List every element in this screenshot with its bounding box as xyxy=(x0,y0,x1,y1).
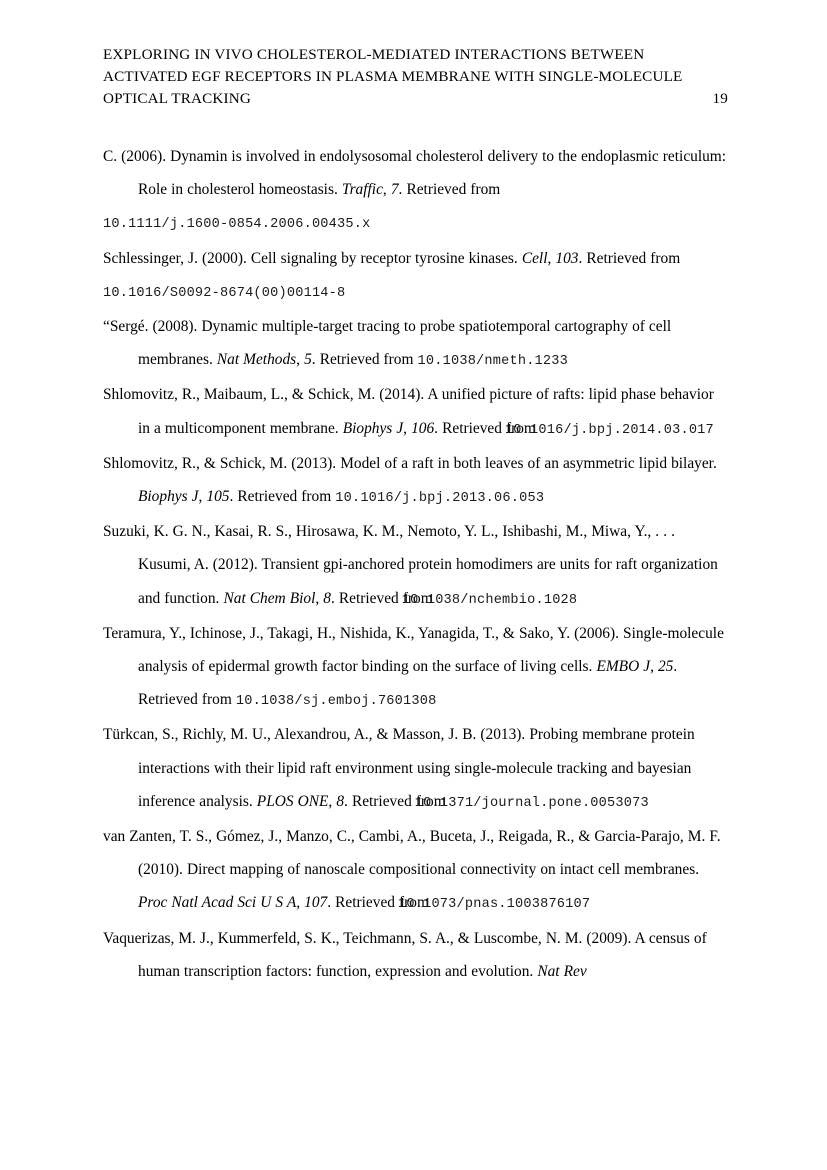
reference-retrieved-label: Retrieved from xyxy=(406,181,501,199)
reference-retrieved-label: Retrieved from xyxy=(335,894,429,912)
reference-entry: van Zanten, T. S., Gómez, J., Manzo, C., Cambi, A., Buceta, J., Reigada, R., & Garcia-Parajo, M. F. (2010). Direct mapping of nanoscale compositional connectivity on intact cell membranes. Proc Natl Acad Sci U S A, 107. Retrieved from 10.1073/pnas.1003876107 xyxy=(103,820,728,922)
reference-retrieved-label: Retrieved from xyxy=(319,351,414,369)
reference-title: Probing membrane protein interactions with their lipid raft environment using single-molecule tracking and bayesian inference analysis. xyxy=(138,726,695,810)
reference-entry: Suzuki, K. G. N., Kasai, R. S., Hirosawa, K. M., Nemoto, Y. L., Ishibashi, M., Miwa, Y., . . . Kusumi, A. (2012). Transient gpi-anchored protein homodimers are units for raft organization and function. Nat Chem Biol, 8. Retrieved from 10.1038/nchembio.1028 xyxy=(103,515,728,617)
running-header xyxy=(103,44,728,109)
reference-title: Transient gpi-anchored protein homodimers are units for raft organization and function. xyxy=(138,556,718,607)
reference-title: Direct mapping of nanoscale compositional connectivity on intact cell membranes. xyxy=(186,861,700,879)
reference-authors-year: Suzuki, K. G. N., Kasai, R. S., Hirosawa, K. M., Nemoto, Y. L., Ishibashi, M., Miwa, Y., . . . Kusumi, A. (2012). xyxy=(103,523,675,574)
reference-title: Cell signaling by receptor tyrosine kinases. xyxy=(250,249,518,267)
running-header-line-3: OPTICAL TRACKING xyxy=(103,89,251,107)
reference-volume: 105 xyxy=(206,488,230,506)
reference-retrieved-label: Retrieved from xyxy=(338,589,433,607)
reference-doi: 10.1111/j.1600-0854.2006.00435.x xyxy=(103,217,371,233)
reference-authors-year: Schlessinger, J. (2000). xyxy=(103,249,247,267)
reference-journal: Cell xyxy=(521,249,548,267)
reference-doi: 10.1371/journal.pone.0053073 xyxy=(414,795,649,811)
reference-volume: 8 xyxy=(336,792,345,810)
reference-volume: 7 xyxy=(390,181,399,199)
reference-doi: 10.1016/j.bpj.2014.03.017 xyxy=(504,422,714,438)
reference-retrieved-label: Retrieved from xyxy=(138,691,232,709)
reference-title: Dynamic multiple-target tracing to probe spatiotemporal cartography of cell membranes. xyxy=(138,318,672,369)
reference-authors-year: Türkcan, S., Richly, M. U., Alexandrou, A., & Masson, J. B. (2013). xyxy=(103,726,526,744)
running-header-line-2: ACTIVATED EGF RECEPTORS IN PLASMA MEMBRANE WITH SINGLE-MOLECULE xyxy=(103,67,683,85)
reference-volume: 25 xyxy=(657,658,674,676)
running-header-line-3-row xyxy=(103,88,728,110)
reference-retrieved-label: Retrieved from xyxy=(237,488,332,506)
reference-journal: Proc Natl Acad Sci U S A xyxy=(138,894,297,912)
page-number: 19 xyxy=(712,89,728,107)
reference-entry: C. (2006). Dynamin is involved in endolysosomal cholesterol delivery to the endoplasmic reticulum: Role in cholesterol homeostasis. Traffic, 7. Retrieved from 10.1111/j.1600-0854.2006.00435.x xyxy=(103,140,728,242)
reference-volume: 8 xyxy=(323,589,331,607)
reference-journal: Biophys J xyxy=(138,488,199,506)
reference-authors-year: Shlomovitz, R., & Schick, M. (2013). xyxy=(103,454,337,472)
reference-volume: 106 xyxy=(411,419,435,437)
reference-authors-year: C. (2006). xyxy=(103,148,167,165)
reference-journal: PLOS ONE xyxy=(256,792,329,810)
reference-doi: 10.1038/nchembio.1028 xyxy=(401,592,578,608)
reference-authors-year: Teramura, Y., Ichinose, J., Takagi, H., Nishida, K., Yanagida, T., & Sako, Y. (2006). xyxy=(103,624,619,642)
reference-entry: Teramura, Y., Ichinose, J., Takagi, H., Nishida, K., Yanagida, T., & Sako, Y. (2006). Single-molecule analysis of epidermal growth factor binding on the surface of living cells. EMBO J, 25. Retrieved from 10.1038/sj.emboj.7601308 xyxy=(103,624,724,710)
reference-journal: EMBO J xyxy=(596,658,651,676)
reference-list xyxy=(103,140,728,988)
reference-title: A census of human transcription factors: function, expression and evolution. xyxy=(138,929,707,980)
reference-entry: Shlomovitz, R., & Schick, M. (2013). Model of a raft in both leaves of an asymmetric lipid bilayer. Biophys J, 105. Retrieved from 10.1016/j.bpj.2013.06.053 xyxy=(103,454,717,507)
reference-entry: Türkcan, S., Richly, M. U., Alexandrou, A., & Masson, J. B. (2013). Probing membrane protein interactions with their lipid raft environment using single-molecule tracking and bayesian inference analysis. PLOS ONE, 8. Retrieved from 10.1371/journal.pone.0053073 xyxy=(103,718,728,820)
reference-entry: Shlomovitz, R., Maibaum, L., & Schick, M. (2014). A unified picture of rafts: lipid phase behavior in a multicomponent membrane. Biophys J, 106. Retrieved from 10.1016/j.bpj.2014.03.017 xyxy=(103,378,728,446)
reference-doi: 10.1073/pnas.1003876107 xyxy=(398,897,591,913)
running-header-line-1: EXPLORING IN VIVO CHOLESTEROL-MEDIATED INTERACTIONS BETWEEN xyxy=(103,46,645,63)
reference-authors-year: “Sergé. (2008). xyxy=(103,318,198,336)
reference-retrieved-label: Retrieved from xyxy=(442,419,536,437)
reference-title: Dynamin is involved in endolysosomal cholesterol delivery to the endoplasmic reticulum: Role in cholesterol homeostasis. xyxy=(138,148,727,199)
reference-title: Single-molecule analysis of epidermal growth factor binding on the surface of living cells. xyxy=(138,624,724,676)
reference-journal: Biophys J xyxy=(342,419,404,437)
reference-journal: Nat Rev xyxy=(537,962,587,980)
reference-authors-year: van Zanten, T. S., Gómez, J., Manzo, C., Cambi, A., Buceta, J., Reigada, R., & Garcia-Parajo, M. F. (2010). xyxy=(103,828,721,879)
reference-title: A unified picture of rafts: lipid phase behavior in a multicomponent membrane. xyxy=(138,386,714,437)
reference-volume: 103 xyxy=(555,249,579,267)
reference-entry xyxy=(103,922,728,988)
reference-title: Model of a raft in both leaves of an asymmetric lipid bilayer. xyxy=(340,454,717,472)
reference-doi: 10.1038/sj.emboj.7601308 xyxy=(235,694,437,710)
reference-retrieved-label: Retrieved from xyxy=(351,792,446,810)
reference-entry: Schlessinger, J. (2000). Cell signaling by receptor tyrosine kinases. Cell, 103. Retrieved from 10.1016/S0092-8674(00)00114-8 xyxy=(103,242,728,310)
reference-volume: 107 xyxy=(304,894,328,912)
reference-authors-year: Shlomovitz, R., Maibaum, L., & Schick, M. (2014). xyxy=(103,386,425,404)
reference-entry: “Sergé. (2008). Dynamic multiple-target tracing to probe spatiotemporal cartography of cell membranes. Nat Methods, 5. Retrieved from 10.1038/nmeth.1233 xyxy=(103,318,672,370)
reference-authors-year: Vaquerizas, M. J., Kummerfeld, S. K., Teichmann, S. A., & Luscombe, N. M. (2009). xyxy=(103,929,632,947)
reference-volume: 5 xyxy=(304,351,312,369)
reference-journal: Traffic xyxy=(341,181,383,199)
reference-doi: 10.1038/nmeth.1233 xyxy=(417,354,568,370)
reference-doi: 10.1016/j.bpj.2013.06.053 xyxy=(335,491,545,507)
reference-journal: Nat Chem Biol xyxy=(223,589,316,607)
reference-journal: Nat Methods xyxy=(216,351,297,369)
reference-doi: 10.1016/S0092-8674(00)00114-8 xyxy=(103,285,346,301)
reference-retrieved-label: Retrieved from xyxy=(586,249,681,267)
